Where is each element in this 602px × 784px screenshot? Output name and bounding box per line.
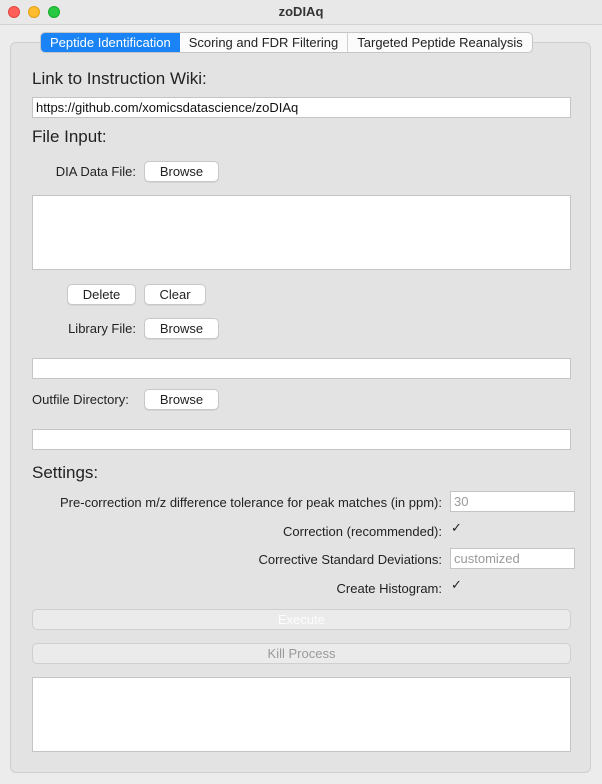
library-file-field[interactable] xyxy=(32,358,571,379)
window-title: zoDIAq xyxy=(278,4,324,19)
clear-button[interactable]: Clear xyxy=(144,284,206,305)
tolerance-field[interactable]: 30 xyxy=(450,491,575,512)
outfile-directory-field[interactable] xyxy=(32,429,571,450)
kill-process-button[interactable]: Kill Process xyxy=(32,643,571,664)
tab-targeted-peptide-reanalysis[interactable]: Targeted Peptide Reanalysis xyxy=(357,35,523,50)
outfile-browse-button[interactable]: Browse xyxy=(144,389,219,410)
wiki-heading: Link to Instruction Wiki: xyxy=(32,69,207,88)
tab-peptide-identification[interactable]: Peptide Identification xyxy=(41,33,180,52)
histogram-label: Create Histogram: xyxy=(336,581,442,596)
tab-scoring-fdr-filtering[interactable]: Scoring and FDR Filtering xyxy=(180,33,349,52)
file-input-heading: File Input: xyxy=(32,127,107,146)
dia-browse-button[interactable]: Browse xyxy=(144,161,219,182)
delete-button[interactable]: Delete xyxy=(67,284,136,305)
library-file-label: Library File: xyxy=(68,321,136,336)
histogram-checkbox[interactable]: ✓ xyxy=(451,577,462,592)
dia-data-file-label: DIA Data File: xyxy=(55,164,136,179)
settings-heading: Settings: xyxy=(32,463,99,482)
execute-button[interactable]: Execute xyxy=(32,609,571,630)
library-browse-button[interactable]: Browse xyxy=(144,318,219,339)
correction-label: Correction (recommended): xyxy=(283,524,442,539)
wiki-url-field[interactable]: https://github.com/xomicsdatascience/zoDIAq xyxy=(32,97,571,118)
tolerance-label: Pre-correction m/z difference tolerance for peak matches (in ppm): xyxy=(60,495,442,510)
correction-checkbox[interactable]: ✓ xyxy=(451,520,462,535)
title-bar xyxy=(0,0,602,25)
stddev-label: Corrective Standard Deviations: xyxy=(258,552,442,567)
tab-bar xyxy=(40,32,533,53)
stddev-field[interactable]: customized xyxy=(450,548,575,569)
outfile-directory-label: Outfile Directory: xyxy=(32,392,129,407)
dia-files-list[interactable] xyxy=(32,195,571,270)
output-log[interactable] xyxy=(32,677,571,752)
